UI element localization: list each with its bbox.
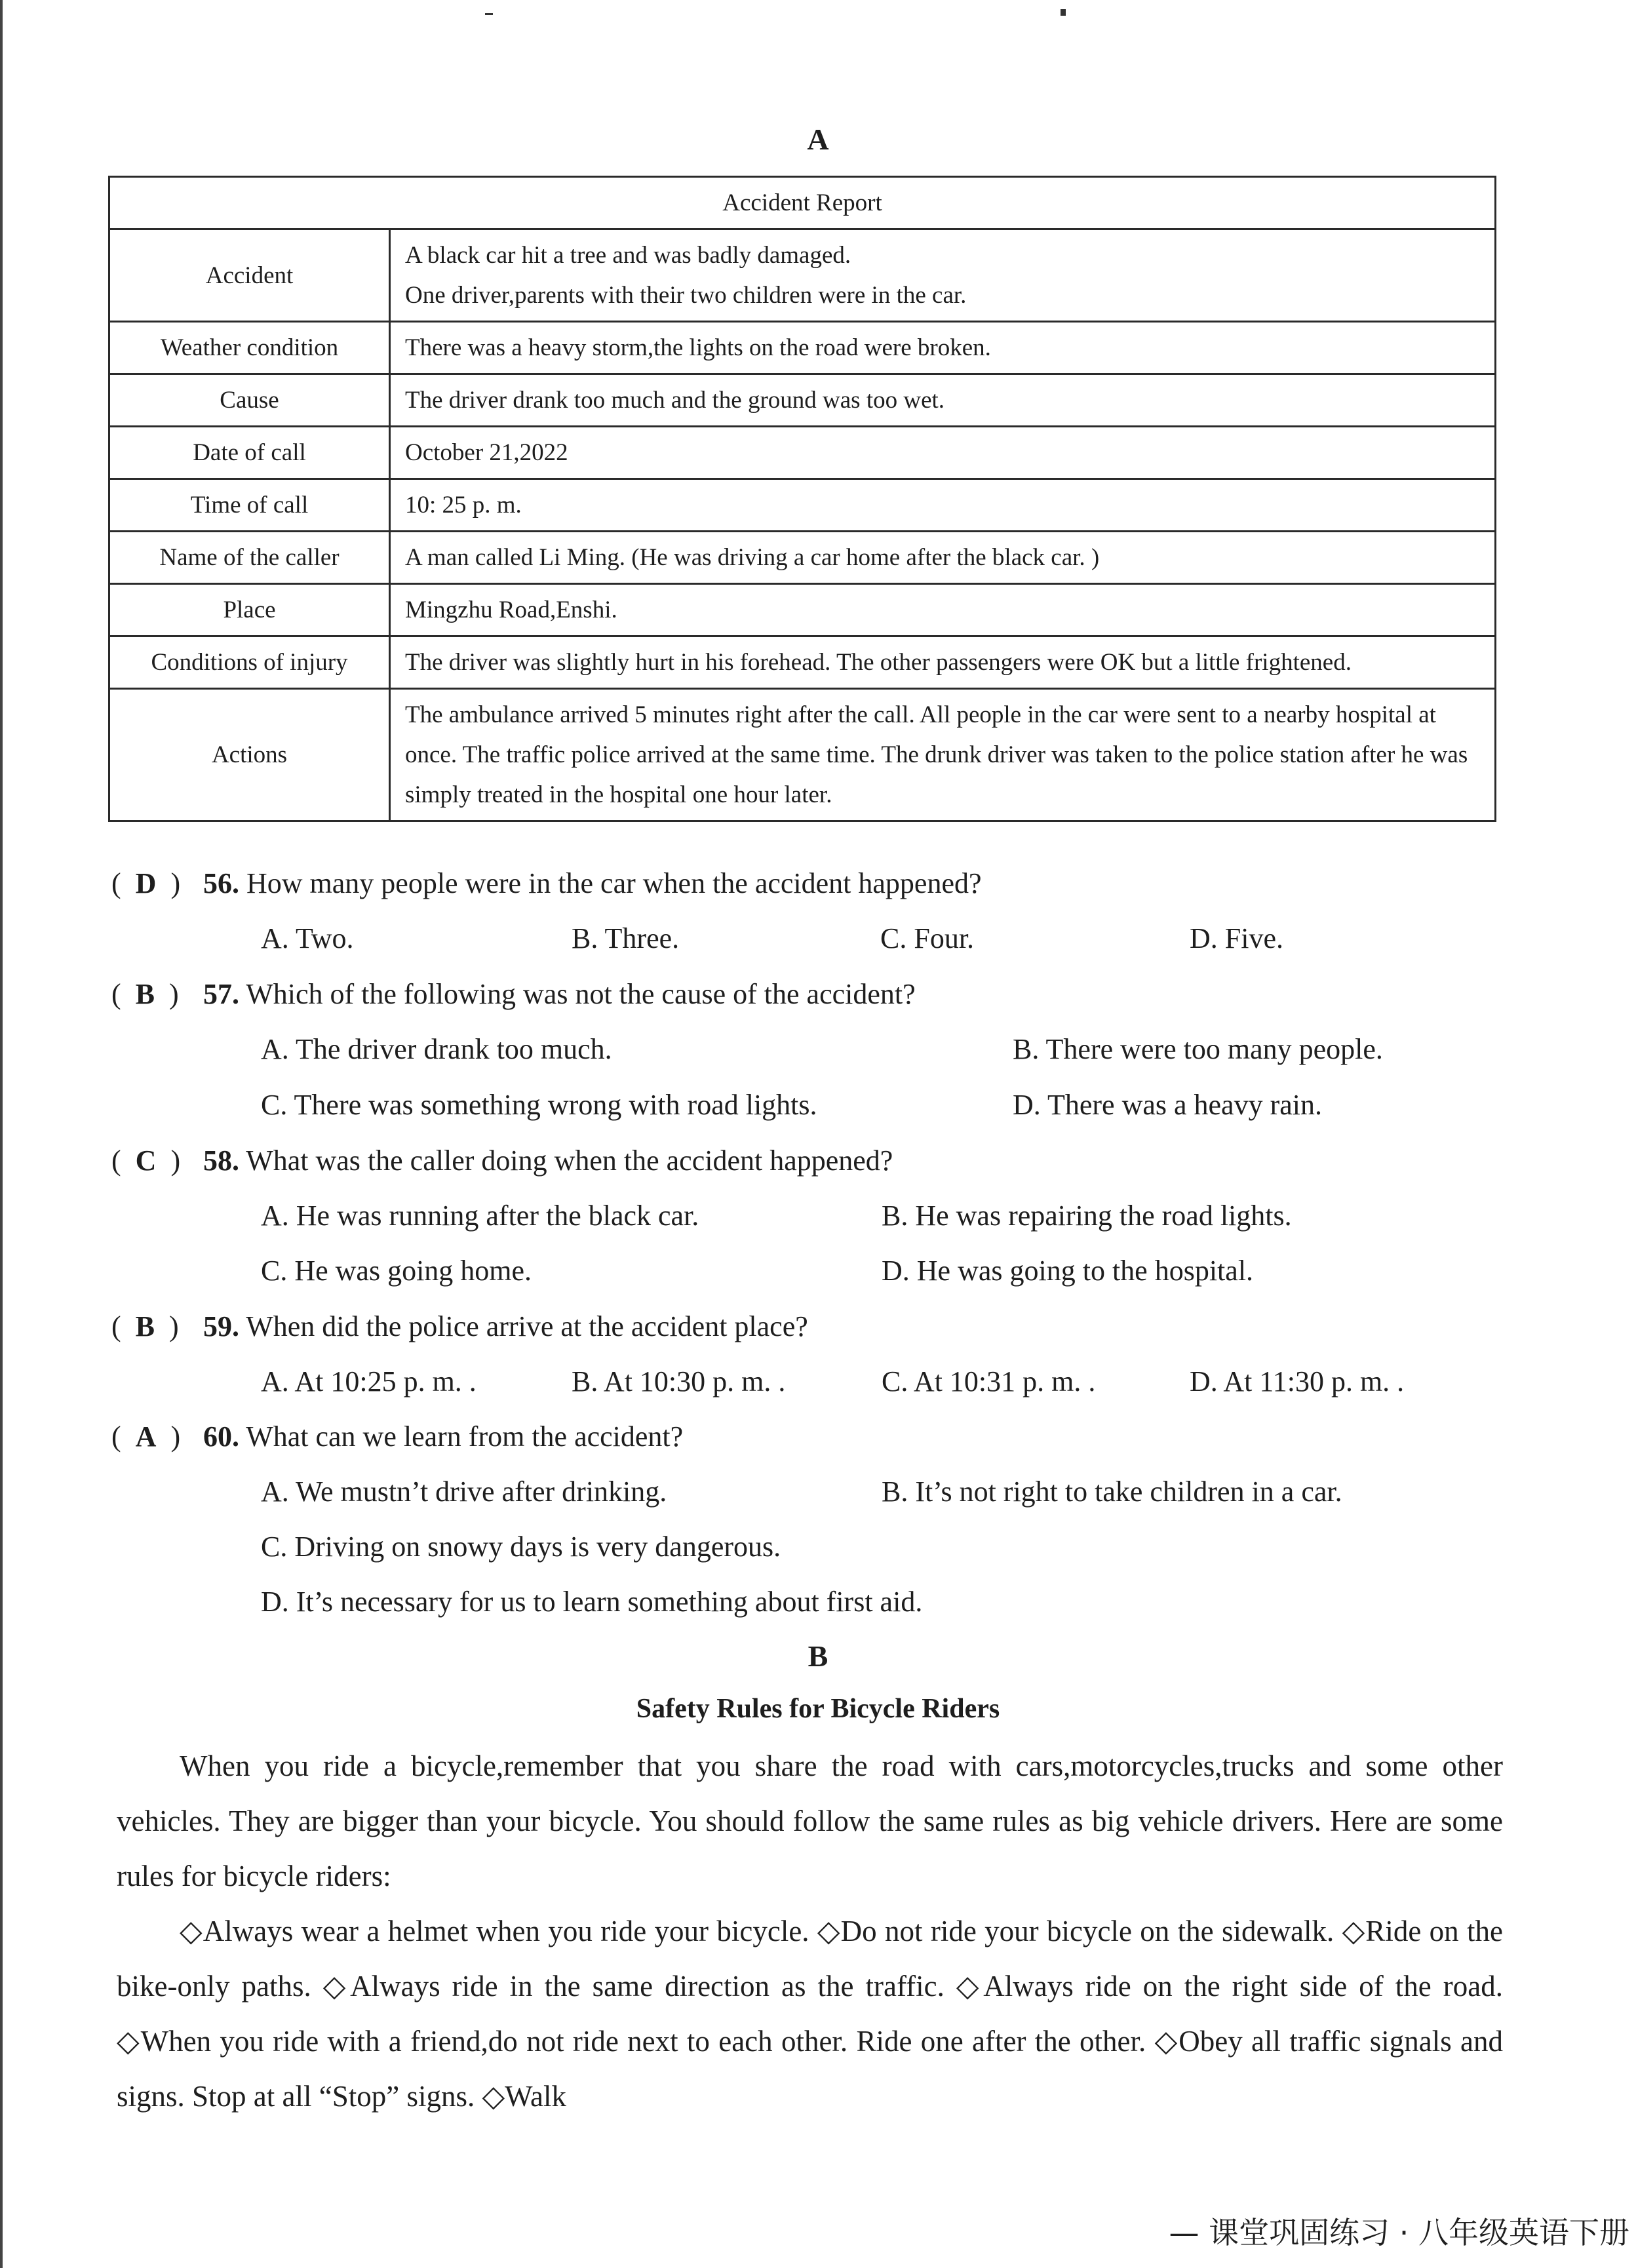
option-d: D. He was going to the hospital.	[882, 1255, 1254, 1287]
section-a-heading: A	[807, 123, 829, 156]
table-row	[109, 322, 1496, 374]
question-text: When did the police arrive at the accident place?	[246, 1310, 808, 1342]
accident-report-table	[108, 176, 1496, 822]
table-row	[109, 636, 1496, 689]
section-b-heading: B	[808, 1639, 828, 1673]
table-row	[109, 229, 1496, 322]
table-row	[109, 689, 1496, 821]
row-value: The ambulance arrived 5 minutes right after the call. All people in the car were sent to a nearby hospital at once. The traffic police arrived at the same time. The drunk driver was taken to the police station after he was simply treated in the hospital one hour later.	[390, 689, 1496, 821]
row-value: 10: 25 p. m.	[390, 479, 1496, 532]
answer-bracket: ( A )	[111, 1420, 181, 1453]
option-b: B. He was repairing the road lights.	[882, 1200, 1292, 1232]
option-a: A. At 10:25 p. m. .	[261, 1365, 477, 1398]
option-a: A. He was running after the black car.	[261, 1200, 699, 1232]
option-d: D. It’s necessary for us to learn something about first aid.	[261, 1586, 923, 1618]
table-row	[109, 479, 1496, 532]
question-number: 60.	[203, 1420, 239, 1453]
row-value: The driver was slightly hurt in his forehead. The other passengers were OK but a little frightened.	[390, 636, 1496, 689]
row-label: Accident	[109, 229, 390, 322]
answer-letter: C	[135, 1144, 157, 1177]
question-text: Which of the following was not the cause of the accident?	[246, 978, 916, 1010]
report-title-row	[109, 177, 1496, 229]
question-57	[111, 977, 916, 1011]
page-footer: — 课堂巩固练习 · 八年级英语下册	[1169, 2215, 1629, 2250]
answer-letter: A	[135, 1420, 157, 1453]
table-row	[109, 584, 1496, 636]
option-b: B. Three.	[572, 922, 680, 954]
row-label: Weather condition	[109, 322, 390, 374]
scan-mark	[485, 13, 493, 15]
question-text: What was the caller doing when the accident happened?	[246, 1144, 893, 1177]
passage-paragraph: ◇Always wear a helmet when you ride your bicycle. ◇Do not ride your bicycle on the sidewalk. ◇Ride on the bike-only paths. ◇Always ride in the same direction as the traffic. ◇Always ride on the right side of the road. ◇When you ride with a friend,do not ride next to each other. Ride one after the other. ◇Obey all traffic signals and signs. Stop at all “Stop” signs. ◇Walk	[117, 1915, 1503, 2113]
option-d: D. There was a heavy rain.	[1013, 1089, 1322, 1121]
row-value-line: A black car hit a tree and was badly damaged.	[405, 242, 851, 269]
question-60	[111, 1420, 683, 1453]
question-text: How many people were in the car when the accident happened?	[246, 867, 982, 899]
passage-paragraph: When you ride a bicycle,remember that you share the road with cars,motorcycles,trucks and some other vehicles. They are bigger than your bicycle. You should follow the same rules as big vehicle drivers. Here are some rules for bicycle riders:	[117, 1750, 1503, 1892]
option-d: D. At 11:30 p. m. .	[1190, 1365, 1405, 1398]
option-c: C. There was something wrong with road lights.	[261, 1089, 817, 1121]
row-value-line: One driver,parents with their two children were in the car.	[405, 282, 967, 309]
passage-body	[117, 1738, 1503, 2124]
answer-bracket: ( D )	[111, 867, 181, 899]
row-label: Cause	[109, 374, 390, 427]
row-value	[390, 229, 1496, 322]
row-label: Time of call	[109, 479, 390, 532]
row-label: Place	[109, 584, 390, 636]
answer-bracket: ( B )	[111, 978, 179, 1010]
option-c: C. Four.	[880, 922, 975, 954]
question-59	[111, 1310, 808, 1343]
question-58	[111, 1144, 893, 1177]
row-value: The driver drank too much and the ground was too wet.	[390, 374, 1496, 427]
row-label: Date of call	[109, 427, 390, 479]
option-a: A. Two.	[261, 922, 354, 954]
option-b: B. At 10:30 p. m. .	[572, 1365, 786, 1398]
answer-letter: B	[135, 978, 155, 1010]
question-number: 58.	[203, 1144, 239, 1177]
option-a: A. The driver drank too much.	[261, 1033, 612, 1065]
answer-letter: B	[135, 1310, 155, 1342]
row-value: October 21,2022	[390, 427, 1496, 479]
row-label: Actions	[109, 689, 390, 821]
option-c: C. He was going home.	[261, 1255, 532, 1287]
option-c: C. At 10:31 p. m. .	[882, 1365, 1096, 1398]
question-number: 56.	[203, 867, 239, 899]
scan-mark	[1061, 9, 1066, 16]
passage-title: Safety Rules for Bicycle Riders	[636, 1694, 1000, 1724]
scan-edge	[0, 0, 3, 2268]
row-value: Mingzhu Road,Enshi.	[390, 584, 1496, 636]
question-56	[111, 867, 982, 900]
answer-bracket: ( C )	[111, 1144, 181, 1177]
option-b: B. There were too many people.	[1013, 1033, 1383, 1065]
option-a: A. We mustn’t drive after drinking.	[261, 1476, 667, 1508]
answer-letter: D	[135, 867, 157, 899]
row-value: A man called Li Ming. (He was driving a car home after the black car. )	[390, 532, 1496, 584]
table-row	[109, 427, 1496, 479]
answer-bracket: ( B )	[111, 1310, 179, 1342]
report-title: Accident Report	[109, 177, 1496, 229]
question-text: What can we learn from the accident?	[246, 1420, 684, 1453]
option-b: B. It’s not right to take children in a car.	[882, 1476, 1342, 1508]
table-row	[109, 374, 1496, 427]
question-number: 57.	[203, 978, 239, 1010]
table-row	[109, 532, 1496, 584]
option-d: D. Five.	[1190, 922, 1283, 954]
row-value: There was a heavy storm,the lights on the road were broken.	[390, 322, 1496, 374]
row-label: Conditions of injury	[109, 636, 390, 689]
option-c: C. Driving on snowy days is very dangerous.	[261, 1531, 781, 1563]
row-label: Name of the caller	[109, 532, 390, 584]
question-number: 59.	[203, 1310, 239, 1342]
